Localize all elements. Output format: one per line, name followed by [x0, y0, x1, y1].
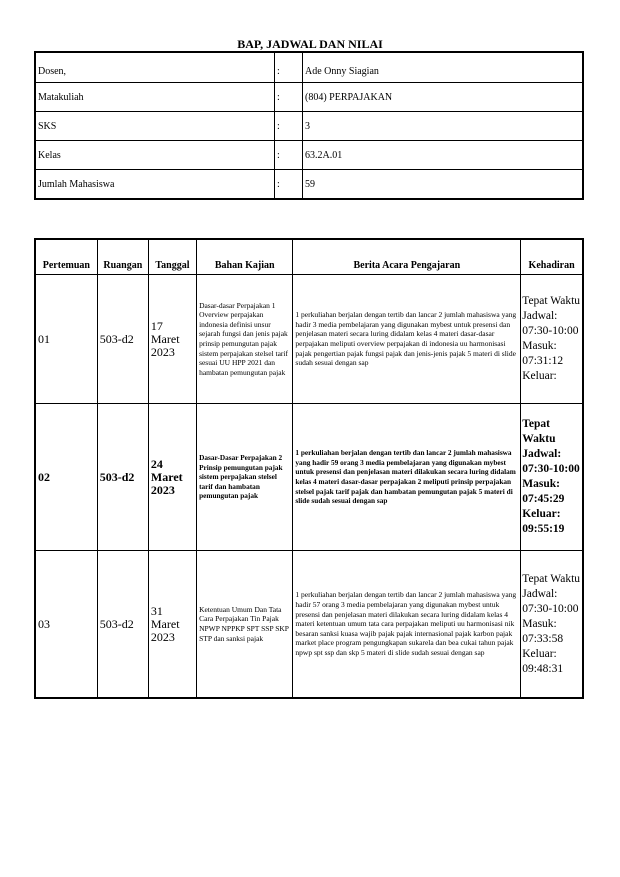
info-row-sks — [35, 112, 583, 141]
info-label: Matakuliah — [35, 83, 275, 112]
cell-ruangan: 503-d2 — [97, 404, 148, 551]
cell-berita-acara: 1 perkuliahan berjalan dengan tertib dan lancar 2 jumlah mahasiswa yang hadir 57 orang 3 media pembelajaran yang digunakan mybest untuk presensi dan penjelasan materi dilakukan secara luring didalam kelas 4 materi ketentuan umum tata cara perpajakan meliputi uu harmonisasi nik besaran sanksi kuasa wajib pajak pajak internasional pajak karbon pajak market place program pengungkapan sukarela dan bea cukai tahun pajak npwp spt ssp dan skp 5 materi di slide sudah sesuai dengan sap — [293, 551, 521, 699]
info-row-kelas — [35, 141, 583, 170]
page-title: BAP, JADWAL DAN NILAI — [237, 37, 383, 51]
table-row — [35, 551, 583, 699]
info-value: 59 — [303, 170, 584, 200]
info-table — [34, 51, 584, 200]
cell-ruangan: 503-d2 — [97, 275, 148, 404]
info-separator: : — [275, 170, 303, 200]
header-pertemuan: Pertemuan — [35, 239, 97, 275]
info-label: Dosen, — [35, 52, 275, 83]
header-berita-acara: Berita Acara Pengajaran — [293, 239, 521, 275]
info-value: 63.2A.01 — [303, 141, 584, 170]
info-row-jumlah — [35, 170, 583, 200]
cell-berita-acara: 1 perkuliahan berjalan dengan tertib dan lancar 2 jumlah mahasiswa yang hadir 3 media pembelajaran yang digunakan mybest untuk presensi dan penjelasan materi secara luring didalam kelas 4 materi dasar-dasar perpajakan meliputi overview perpajakan di indonesia uu harmonisasi pajak pengertian pajak fungsi pajak dan jenis-jenis pajak 5 materi di slide sudah sesuai dengan sap — [293, 275, 521, 404]
cell-ruangan: 503-d2 — [97, 551, 148, 699]
header-tanggal: Tanggal — [148, 239, 196, 275]
cell-berita-acara: 1 perkuliahan berjalan dengan tertib dan lancar 2 jumlah mahasiswa yang hadir 59 orang 3 media pembelajaran yang digunakan mybest untuk presensi dan penjelasan materi dilakukan secara luring didalam kelas 4 materi dasar-dasar perpajakan 2 meliputi prinsip perpajakan stelsel pajak tarif pajak dan hambatan pemungutan pajak 5 materi di slide sudah sesuai dengan sap — [293, 404, 521, 551]
cell-pertemuan: 02 — [35, 404, 97, 551]
cell-pertemuan: 03 — [35, 551, 97, 699]
info-label: SKS — [35, 112, 275, 141]
header-kehadiran: Kehadiran — [521, 239, 583, 275]
info-value: 3 — [303, 112, 584, 141]
cell-bahan-kajian: Ketentuan Umum Dan Tata Cara Perpajakan Tin Pajak NPWP NPPKP SPT SSP SKP STP dan sanksi pajak — [197, 551, 293, 699]
cell-bahan-kajian: Dasar-Dasar Perpajakan 2 Prinsip pemungutan pajak sistem perpajakan stelsel tarif dan hambatan pemungutan pajak — [197, 404, 293, 551]
info-label: Jumlah Mahasiswa — [35, 170, 275, 200]
cell-kehadiran: Tepat Waktu Jadwal: 07:30-10:00 Masuk: 07:45:29 Keluar: 09:55:19 — [521, 404, 583, 551]
cell-kehadiran: Tepat Waktu Jadwal: 07:30-10:00 Masuk: 07:33:58 Keluar: 09:48:31 — [521, 551, 583, 699]
cell-tanggal: 17 Maret 2023 — [148, 275, 196, 404]
table-row — [35, 404, 583, 551]
info-separator: : — [275, 141, 303, 170]
info-row-dosen — [35, 52, 583, 83]
header-ruangan: Ruangan — [97, 239, 148, 275]
info-value: (804) PERPAJAKAN — [303, 83, 584, 112]
header-bahan-kajian: Bahan Kajian — [197, 239, 293, 275]
info-row-matakuliah — [35, 83, 583, 112]
info-separator: : — [275, 52, 303, 83]
schedule-table — [34, 238, 584, 699]
info-label: Kelas — [35, 141, 275, 170]
cell-pertemuan: 01 — [35, 275, 97, 404]
info-separator: : — [275, 112, 303, 141]
table-row — [35, 275, 583, 404]
cell-bahan-kajian: Dasar-dasar Perpajakan 1 Overview perpajakan indonesia definisi unsur sejarah fungsi dan jenis pajak prinsip pemungutan pajak sistem perpajakan stelsel tarif sesuai UU HPP 2021 dan hambatan pemungutan pajak — [197, 275, 293, 404]
cell-kehadiran: Tepat Waktu Jadwal: 07:30-10:00 Masuk: 07:31:12 Keluar: — [521, 275, 583, 404]
cell-tanggal: 31 Maret 2023 — [148, 551, 196, 699]
info-separator: : — [275, 83, 303, 112]
header-row — [35, 239, 583, 275]
cell-tanggal: 24 Maret 2023 — [148, 404, 196, 551]
info-value: Ade Onny Siagian — [303, 52, 584, 83]
